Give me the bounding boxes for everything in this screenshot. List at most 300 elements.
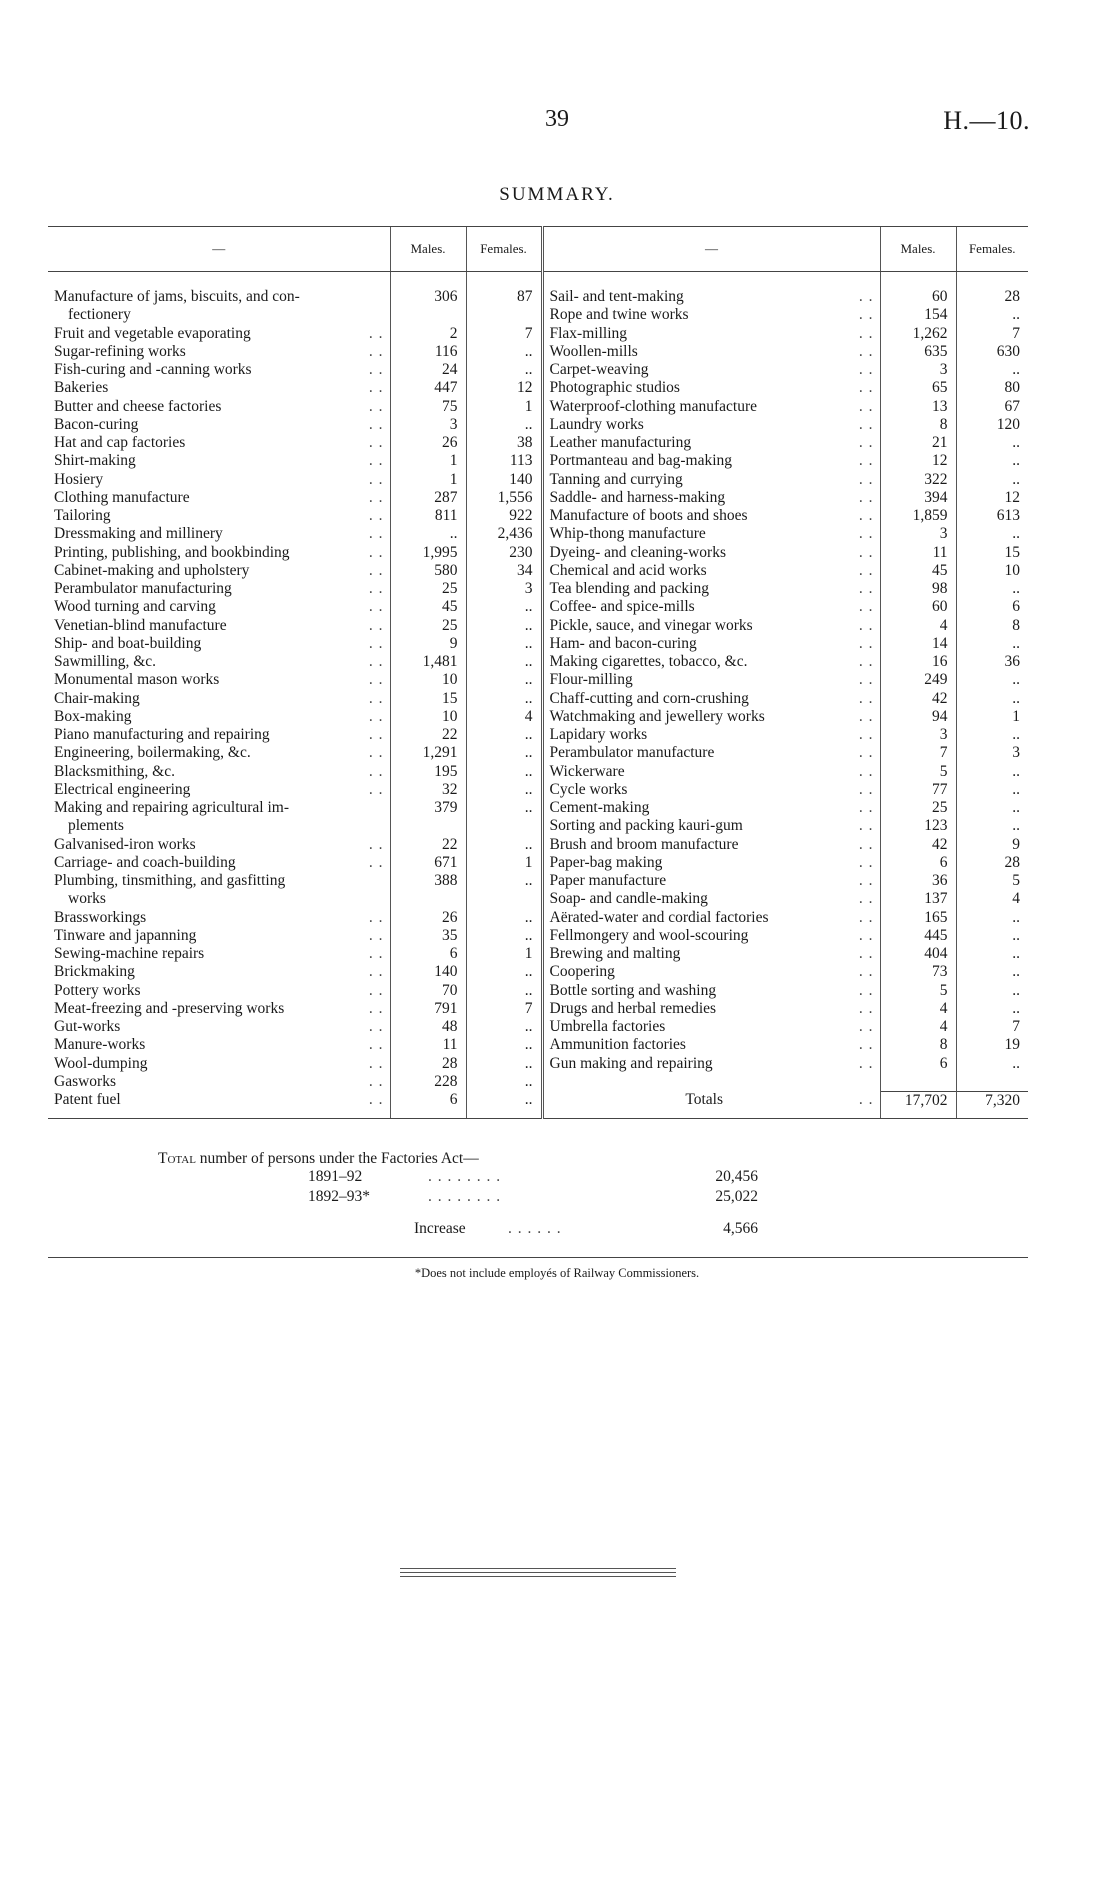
females-count-left: .. xyxy=(466,653,542,671)
table-row xyxy=(48,671,1028,689)
industry-label: Bakeries xyxy=(54,379,109,397)
table-row xyxy=(48,890,1028,908)
leader-dots: . . xyxy=(858,671,874,689)
leader-dots: . . xyxy=(368,634,384,652)
females-count-right: 7 xyxy=(956,1018,1028,1036)
industry-name-l xyxy=(48,1000,390,1018)
males-count-left: 45 xyxy=(390,598,466,616)
industry-label: Box-making xyxy=(54,707,132,725)
leader-dots: . . xyxy=(858,653,874,670)
industry-label: Hosiery xyxy=(54,470,104,488)
industry-label: Galvanised-iron works xyxy=(54,835,196,853)
industry-label: Ship- and boat-building xyxy=(54,634,202,652)
industry-name-l xyxy=(48,1018,390,1036)
industry-name-r xyxy=(542,416,880,434)
table-row xyxy=(48,343,1028,361)
leader-dots: . . xyxy=(368,726,384,743)
table-row xyxy=(48,1055,1028,1073)
industry-name-r xyxy=(542,726,880,744)
males-count-left: 388 xyxy=(390,872,466,890)
industry-label: Sugar-refining works xyxy=(54,342,186,360)
leader-dots: . . xyxy=(368,926,384,944)
leader-dots: . . xyxy=(858,799,874,816)
total-label-rest: number of persons under the Factories Act— xyxy=(195,1150,479,1167)
industry-label: works xyxy=(68,890,106,908)
industry-name-r xyxy=(542,909,880,927)
table-row xyxy=(48,872,1028,890)
total-row-1891 xyxy=(158,1168,758,1188)
table-row xyxy=(48,1018,1028,1036)
leader-dots: . . xyxy=(368,653,384,670)
header-row xyxy=(48,227,1028,272)
females-count-left: 7 xyxy=(466,325,542,343)
leader-dots: . . xyxy=(368,470,384,488)
industry-name-r xyxy=(542,288,880,306)
females-count-left: 34 xyxy=(466,562,542,580)
industry-name-l xyxy=(48,1036,390,1054)
industry-label: Woollen-mills xyxy=(549,342,638,360)
males-count-left: 1,291 xyxy=(390,744,466,762)
industry-name-l xyxy=(48,909,390,927)
industry-label: Brush and broom manufacture xyxy=(549,835,739,853)
leader-dots: . . xyxy=(368,853,384,871)
females-count-right: .. xyxy=(956,909,1028,927)
leader-dots: . . xyxy=(858,580,874,597)
industry-label: Fellmongery and wool-scouring xyxy=(549,926,749,944)
industry-name-r xyxy=(542,982,880,1000)
end-rule xyxy=(400,1572,676,1573)
males-count-right: 21 xyxy=(880,434,956,452)
males-count-left: 48 xyxy=(390,1018,466,1036)
industry-label: Manufacture of boots and shoes xyxy=(549,507,748,524)
leader-dots: . . xyxy=(858,707,874,725)
males-count-left xyxy=(390,306,466,324)
males-count-left: 24 xyxy=(390,361,466,379)
industry-name-r xyxy=(542,854,880,872)
industry-name-l xyxy=(48,434,390,452)
table-row xyxy=(48,799,1028,817)
footnote: *Does not include employés of Railway Commissioners. xyxy=(414,1266,700,1280)
industry-name-r xyxy=(542,890,880,908)
column-header-males-right: Males. xyxy=(880,227,956,272)
females-count-left: .. xyxy=(466,726,542,744)
leader-dots: . . xyxy=(858,379,874,397)
leader-dots: . . xyxy=(368,671,384,689)
leader-dots: . . xyxy=(858,470,874,488)
industry-name-r xyxy=(542,379,880,397)
leader-dots: . . xyxy=(368,1018,384,1035)
males-count-left: 28 xyxy=(390,1055,466,1073)
leader-dots: . . xyxy=(368,689,384,707)
industry-name-r xyxy=(542,653,880,671)
leader-dots: . . xyxy=(858,1054,874,1072)
males-count-right: 25 xyxy=(880,799,956,817)
industry-name-r xyxy=(542,580,880,598)
table-row xyxy=(48,525,1028,543)
table-row xyxy=(48,1036,1028,1054)
industry-name-l xyxy=(48,489,390,507)
table-row xyxy=(48,982,1028,1000)
females-count-right: 15 xyxy=(956,544,1028,562)
summary-table-container xyxy=(48,226,1028,1119)
industry-name-l xyxy=(48,598,390,616)
males-count-right: 11 xyxy=(880,544,956,562)
males-count-left: 25 xyxy=(390,617,466,635)
page-number: 39 xyxy=(545,106,569,132)
end-rule xyxy=(400,1576,676,1577)
males-count-right: 77 xyxy=(880,781,956,799)
leader-dots: . . xyxy=(858,963,874,981)
table-row xyxy=(48,927,1028,945)
industry-label: Wickerware xyxy=(549,762,625,780)
industry-label: Manufacture of jams, biscuits, and con- xyxy=(54,288,300,305)
leader-dots: . . xyxy=(368,1091,384,1108)
leader-dots: . . xyxy=(368,452,384,470)
industry-label: Clothing manufacture xyxy=(54,488,190,506)
leader-dots: . . xyxy=(858,452,874,470)
leader-dots: . . xyxy=(858,543,874,561)
industry-name-l xyxy=(48,288,390,306)
table-row xyxy=(48,836,1028,854)
column-header-females-left: Females. xyxy=(466,227,542,272)
table-row xyxy=(48,507,1028,525)
males-count-right: 4 xyxy=(880,1018,956,1036)
industry-name-r xyxy=(542,690,880,708)
industry-label: Tanning and currying xyxy=(549,470,683,488)
table-row xyxy=(48,1073,1028,1091)
industry-label: Chair-making xyxy=(54,689,140,707)
males-count-right: 249 xyxy=(880,671,956,689)
males-count-left: 140 xyxy=(390,963,466,981)
leader-dots: . . xyxy=(858,288,874,305)
industry-name-l xyxy=(48,726,390,744)
industry-label: Carpet-weaving xyxy=(549,361,649,378)
industry-label: Fish-curing and -canning works xyxy=(54,361,252,378)
table-row xyxy=(48,361,1028,379)
males-count-left: 32 xyxy=(390,781,466,799)
industry-name-l xyxy=(48,635,390,653)
females-count-left: 1,556 xyxy=(466,489,542,507)
industry-name-r xyxy=(542,471,880,489)
females-count-left: 1 xyxy=(466,945,542,963)
females-count-left: .. xyxy=(466,982,542,1000)
industry-label: Paper manufacture xyxy=(549,872,667,889)
males-count-right: 6 xyxy=(880,854,956,872)
females-count-right: 9 xyxy=(956,836,1028,854)
leader-dots: . . xyxy=(368,561,384,579)
leader-dots: . . xyxy=(858,507,874,524)
males-count-right: 36 xyxy=(880,872,956,890)
industry-label: Ham- and bacon-curing xyxy=(549,634,697,652)
industry-label: Leather manufacturing xyxy=(549,434,692,451)
males-count-right: 16 xyxy=(880,653,956,671)
females-count-left: 113 xyxy=(466,452,542,470)
leader-dots: . . xyxy=(858,342,874,360)
industry-name-r xyxy=(542,671,880,689)
females-count-left: .. xyxy=(466,763,542,781)
leader-dots: . . xyxy=(368,543,384,561)
total-label-caps: Total xyxy=(158,1150,196,1167)
females-count-left: .. xyxy=(466,927,542,945)
industry-label: Coffee- and spice-mills xyxy=(549,598,695,616)
males-count-left: 811 xyxy=(390,507,466,525)
males-count-right: 3 xyxy=(880,726,956,744)
males-count-left: 75 xyxy=(390,398,466,416)
females-count-left: .. xyxy=(466,872,542,890)
females-count-right: .. xyxy=(956,927,1028,945)
leader-dots: . . xyxy=(858,397,874,415)
industry-label: Totals xyxy=(685,1091,724,1108)
leader-dots: . . xyxy=(368,397,384,415)
females-count-right: 28 xyxy=(956,854,1028,872)
industry-label: Hat and cap factories xyxy=(54,434,186,451)
industry-label: Coopering xyxy=(549,963,615,981)
table-row xyxy=(48,963,1028,981)
industry-name-r xyxy=(542,1036,880,1054)
males-count-left: 1,995 xyxy=(390,544,466,562)
industry-name-l xyxy=(48,927,390,945)
table-row xyxy=(48,653,1028,671)
total-year-label: 1892–93* xyxy=(308,1188,370,1205)
industry-label: Manure-works xyxy=(54,1036,146,1054)
females-count-left xyxy=(466,890,542,908)
industry-name-r xyxy=(542,617,880,635)
page-reference: H.—10. xyxy=(943,106,1030,135)
females-count-left: 12 xyxy=(466,379,542,397)
industry-name-l xyxy=(48,781,390,799)
females-count-right: 8 xyxy=(956,617,1028,635)
females-count-right: .. xyxy=(956,1055,1028,1073)
females-count-left: 3 xyxy=(466,580,542,598)
industry-label: Piano manufacturing and repairing xyxy=(54,726,270,743)
males-count-right: 14 xyxy=(880,635,956,653)
industry-name-r xyxy=(542,817,880,835)
leader-dots: . . xyxy=(368,507,384,524)
females-count-left: .. xyxy=(466,799,542,817)
industry-name-r xyxy=(542,398,880,416)
males-count-right: 445 xyxy=(880,927,956,945)
males-count-left: 26 xyxy=(390,909,466,927)
table-row xyxy=(48,909,1028,927)
females-count-right: .. xyxy=(956,671,1028,689)
males-count-right: 65 xyxy=(880,379,956,397)
table-row xyxy=(48,708,1028,726)
total-persons-block xyxy=(158,1150,758,1240)
leader-dots: . . xyxy=(858,488,874,506)
males-count-right: 4 xyxy=(880,617,956,635)
industry-name-r xyxy=(542,963,880,981)
leader-dots: . . xyxy=(368,1072,384,1090)
table-row xyxy=(48,434,1028,452)
females-count-right: 80 xyxy=(956,379,1028,397)
industry-name-l xyxy=(48,982,390,1000)
industry-label: Sorting and packing kauri-gum xyxy=(549,817,743,835)
females-count-left: .. xyxy=(466,781,542,799)
industry-label: Electrical engineering xyxy=(54,780,191,798)
males-count-right: 8 xyxy=(880,416,956,434)
industry-name-r xyxy=(542,927,880,945)
males-count-left: 26 xyxy=(390,434,466,452)
females-count-right: 7 xyxy=(956,325,1028,343)
industry-label: Perambulator manufacturing xyxy=(54,580,232,597)
males-count-right: 5 xyxy=(880,763,956,781)
males-count-right: 404 xyxy=(880,945,956,963)
industry-name-l xyxy=(48,744,390,762)
industry-label: Soap- and candle-making xyxy=(549,890,708,908)
females-count-right: .. xyxy=(956,452,1028,470)
males-count-left: .. xyxy=(390,525,466,543)
industry-name-l xyxy=(48,653,390,671)
males-count-left: 671 xyxy=(390,854,466,872)
females-count-left: 38 xyxy=(466,434,542,452)
industry-label: Brickmaking xyxy=(54,963,135,981)
males-count-left: 10 xyxy=(390,671,466,689)
industry-label: Flour-milling xyxy=(549,671,633,689)
leader-dots: . . xyxy=(858,926,874,944)
industry-name-l xyxy=(48,452,390,470)
industry-name-l xyxy=(48,617,390,635)
table-row xyxy=(48,452,1028,470)
males-count-left: 580 xyxy=(390,562,466,580)
females-count-left: .. xyxy=(466,416,542,434)
industry-label: Sewing-machine repairs xyxy=(54,945,205,962)
industry-label: Cycle works xyxy=(549,780,628,798)
industry-label: Tailoring xyxy=(54,507,111,524)
table-row xyxy=(48,598,1028,616)
males-count-left: 1 xyxy=(390,471,466,489)
industry-name-l xyxy=(48,799,390,817)
females-count-left: .. xyxy=(466,690,542,708)
industry-label: Carriage- and coach-building xyxy=(54,853,236,871)
industry-label: Gun making and repairing xyxy=(549,1054,713,1072)
females-count-left: .. xyxy=(466,1091,542,1118)
males-count-right: 42 xyxy=(880,690,956,708)
industry-label: Tinware and japanning xyxy=(54,926,197,944)
totals-females: 7,320 xyxy=(956,1091,1028,1118)
females-count-right: .. xyxy=(956,726,1028,744)
industry-name-l xyxy=(48,854,390,872)
females-count-left: .. xyxy=(466,1036,542,1054)
females-count-right: .. xyxy=(956,945,1028,963)
males-count-right: 4 xyxy=(880,1000,956,1018)
industry-label: Paper-bag making xyxy=(549,853,663,871)
females-count-right: .. xyxy=(956,434,1028,452)
females-count-left: .. xyxy=(466,343,542,361)
leader-dots: . . xyxy=(858,908,874,926)
males-count-right: 635 xyxy=(880,343,956,361)
males-count-right: 7 xyxy=(880,744,956,762)
industry-label: Rope and twine works xyxy=(549,306,689,324)
industry-label: Bacon-curing xyxy=(54,415,139,433)
leader-dots: . . xyxy=(368,762,384,780)
leader-dots: . . xyxy=(858,835,874,853)
leader-dots: . . xyxy=(858,689,874,707)
males-count-left: 116 xyxy=(390,343,466,361)
males-count-right: 1,262 xyxy=(880,325,956,343)
industry-label: Blacksmithing, &c. xyxy=(54,762,175,780)
table-row xyxy=(48,635,1028,653)
males-count-left: 1,481 xyxy=(390,653,466,671)
females-count-right: .. xyxy=(956,982,1028,1000)
column-header-males-left: Males. xyxy=(390,227,466,272)
males-count-left: 9 xyxy=(390,635,466,653)
industry-name-l xyxy=(48,562,390,580)
industry-name-l xyxy=(48,963,390,981)
leader-dots: . . xyxy=(858,525,874,543)
industry-label: Umbrella factories xyxy=(549,1018,666,1035)
industry-label: Engineering, boilermaking, &c. xyxy=(54,744,251,762)
end-rule xyxy=(400,1568,676,1569)
table-row xyxy=(48,379,1028,397)
total-year-value: 20,456 xyxy=(715,1168,758,1185)
males-count-right: 60 xyxy=(880,598,956,616)
industry-name-r xyxy=(542,781,880,799)
table-row xyxy=(48,1000,1028,1018)
industry-label: Meat-freezing and -preserving works xyxy=(54,999,285,1017)
males-count-left: 1 xyxy=(390,452,466,470)
page-title: SUMMARY. xyxy=(499,184,615,205)
leader-dots: . . xyxy=(858,1091,874,1108)
table-row xyxy=(48,617,1028,635)
leader-dots: . . . . . . xyxy=(508,1220,562,1237)
males-count-right: 3 xyxy=(880,361,956,379)
industry-label: Pickle, sauce, and vinegar works xyxy=(549,616,753,634)
industry-name-l xyxy=(48,398,390,416)
females-count-left: 7 xyxy=(466,1000,542,1018)
leader-dots: . . xyxy=(858,945,874,962)
males-count-left: 10 xyxy=(390,708,466,726)
increase-label: Increase xyxy=(414,1220,466,1237)
industry-label: Gut-works xyxy=(54,1018,121,1035)
males-count-left: 228 xyxy=(390,1073,466,1091)
females-count-right: 613 xyxy=(956,507,1028,525)
males-count-left: 195 xyxy=(390,763,466,781)
leader-dots: . . . . . . . . xyxy=(428,1168,502,1185)
industry-name-r xyxy=(542,325,880,343)
industry-label: Sawmilling, &c. xyxy=(54,653,157,670)
industry-label: Brewing and malting xyxy=(549,945,681,962)
males-count-right: 73 xyxy=(880,963,956,981)
industry-name-r xyxy=(542,799,880,817)
column-header-industry-left: — xyxy=(48,227,390,272)
females-count-right: 1 xyxy=(956,708,1028,726)
industry-name-l xyxy=(48,763,390,781)
industry-name-r xyxy=(542,1000,880,1018)
males-count-left: 6 xyxy=(390,1091,466,1118)
males-count-left: 35 xyxy=(390,927,466,945)
industry-label: Whip-thong manufacture xyxy=(549,525,706,543)
males-count-right: 8 xyxy=(880,1036,956,1054)
females-count-left: .. xyxy=(466,361,542,379)
females-count-right: .. xyxy=(956,306,1028,324)
industry-name-r xyxy=(542,1055,880,1073)
industry-label: Waterproof-clothing manufacture xyxy=(549,397,757,415)
females-count-left: 87 xyxy=(466,288,542,306)
leader-dots: . . xyxy=(858,853,874,871)
females-count-left: .. xyxy=(466,617,542,635)
industry-label: Laundry works xyxy=(549,415,644,433)
leader-dots: . . xyxy=(858,1018,874,1035)
leader-dots: . . xyxy=(368,835,384,853)
males-count-right: 165 xyxy=(880,909,956,927)
leader-dots: . . xyxy=(368,999,384,1017)
males-count-right: 98 xyxy=(880,580,956,598)
leader-dots: . . xyxy=(858,361,874,378)
industry-name-r xyxy=(542,1018,880,1036)
leader-dots: . . xyxy=(858,872,874,889)
males-count-right: 45 xyxy=(880,562,956,580)
industry-name-l xyxy=(48,416,390,434)
